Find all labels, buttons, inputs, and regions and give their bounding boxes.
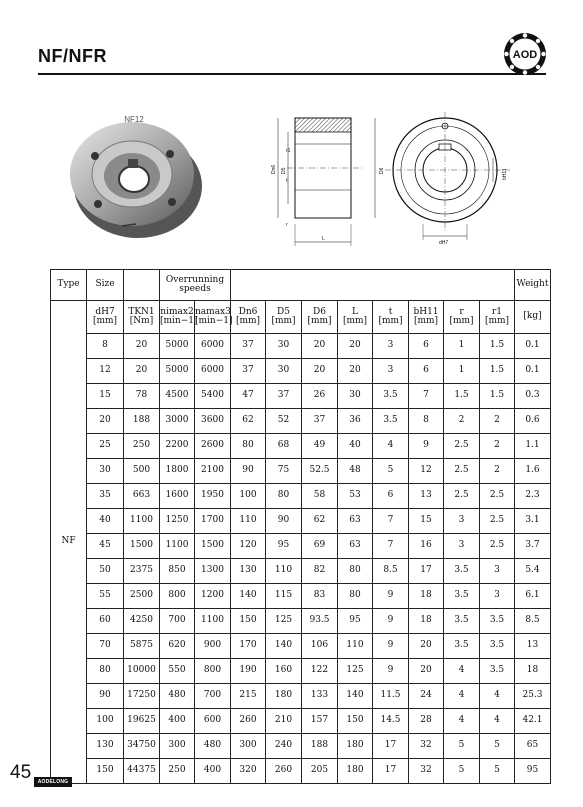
- table-cell: 60: [87, 609, 124, 634]
- table-cell: 45: [87, 534, 124, 559]
- table-cell: 125: [266, 609, 302, 634]
- table-cell: 10000: [124, 659, 160, 684]
- table-cell: 900: [195, 634, 231, 659]
- table-cell: 1.6: [515, 459, 551, 484]
- column-header: [kg]: [515, 301, 551, 334]
- table-cell: 4: [444, 659, 480, 684]
- table-cell: 140: [338, 684, 373, 709]
- table-cell: 2: [480, 459, 515, 484]
- header-size: Size: [87, 270, 124, 301]
- table-cell: 110: [266, 559, 302, 584]
- table-cell: 9: [409, 434, 444, 459]
- table-row: [51, 559, 551, 584]
- table-cell: 3: [444, 509, 480, 534]
- table-cell: 6000: [195, 359, 231, 384]
- table-cell: 180: [338, 759, 373, 784]
- table-cell: 13: [409, 484, 444, 509]
- table-cell: 20: [302, 359, 338, 384]
- label-r1: r1: [286, 148, 291, 154]
- table-cell: 62: [231, 409, 266, 434]
- table-cell: 4: [373, 434, 409, 459]
- table-cell: 58: [302, 484, 338, 509]
- table-cell: 5: [480, 734, 515, 759]
- spec-table: [50, 269, 551, 784]
- table-cell: 5: [444, 759, 480, 784]
- table-cell: 80: [266, 484, 302, 509]
- table-cell: 20: [409, 634, 444, 659]
- table-cell: 663: [124, 484, 160, 509]
- table-cell: 205: [302, 759, 338, 784]
- table-cell: 100: [231, 484, 266, 509]
- table-cell: 3.5: [444, 559, 480, 584]
- table-cell: 700: [195, 684, 231, 709]
- column-header: D6 [mm]: [302, 301, 338, 334]
- table-cell: 8: [87, 334, 124, 359]
- table-cell: 130: [87, 734, 124, 759]
- table-cell: 160: [266, 659, 302, 684]
- label-bh11: bH11: [502, 168, 508, 180]
- table-cell: 20: [338, 359, 373, 384]
- table-cell: 17250: [124, 684, 160, 709]
- table-row: [51, 409, 551, 434]
- table-cell: 18: [409, 584, 444, 609]
- table-cell: 1500: [124, 534, 160, 559]
- table-cell: 800: [195, 659, 231, 684]
- table-cell: 78: [124, 384, 160, 409]
- table-cell: 32: [409, 759, 444, 784]
- table-cell: 82: [302, 559, 338, 584]
- table-cell: 140: [266, 634, 302, 659]
- logo-text: AOD: [512, 49, 538, 61]
- table-cell: 300: [160, 734, 195, 759]
- table-cell: 2100: [195, 459, 231, 484]
- table-cell: 80: [338, 559, 373, 584]
- table-cell: 250: [160, 759, 195, 784]
- table-cell: 180: [266, 684, 302, 709]
- table-cell: 95: [266, 534, 302, 559]
- product-photo: [60, 104, 210, 244]
- table-cell: 40: [87, 509, 124, 534]
- table-cell: 37: [231, 359, 266, 384]
- table-cell: 400: [195, 759, 231, 784]
- label-dh7: dH7: [439, 240, 449, 246]
- table-row: [51, 534, 551, 559]
- table-cell: 35: [87, 484, 124, 509]
- table-cell: 3.5: [373, 384, 409, 409]
- table-cell: 6.1: [515, 584, 551, 609]
- table-cell: 3: [480, 584, 515, 609]
- table-cell: 20: [302, 334, 338, 359]
- table-row: [51, 459, 551, 484]
- table-cell: 47: [231, 384, 266, 409]
- column-header: r [mm]: [444, 301, 480, 334]
- table-cell: 2.3: [515, 484, 551, 509]
- table-cell: 8.5: [515, 609, 551, 634]
- table-cell: 6: [409, 334, 444, 359]
- table-cell: 34750: [124, 734, 160, 759]
- table-cell: 16: [409, 534, 444, 559]
- table-cell: 1100: [124, 509, 160, 534]
- table-cell: 2.5: [480, 484, 515, 509]
- table-cell: 62: [302, 509, 338, 534]
- table-cell: 2: [444, 409, 480, 434]
- table-cell: 18: [409, 609, 444, 634]
- table-cell: 1700: [195, 509, 231, 534]
- table-cell: 120: [231, 534, 266, 559]
- table-cell: 63: [338, 509, 373, 534]
- table-cell: 110: [338, 634, 373, 659]
- table-cell: 150: [231, 609, 266, 634]
- table-row: [51, 359, 551, 384]
- table-cell: 2500: [124, 584, 160, 609]
- table-cell: 700: [160, 609, 195, 634]
- table-cell: 2.5: [480, 509, 515, 534]
- table-cell: 0.6: [515, 409, 551, 434]
- table-cell: 30: [266, 334, 302, 359]
- table-cell: 150: [338, 709, 373, 734]
- table-cell: 63: [338, 534, 373, 559]
- table-cell: 150: [87, 759, 124, 784]
- table-cell: 7: [373, 534, 409, 559]
- table-cell: 12: [409, 459, 444, 484]
- table-cell: 5: [444, 734, 480, 759]
- table-cell: 50: [87, 559, 124, 584]
- table-cell: 17: [409, 559, 444, 584]
- table-cell: 2375: [124, 559, 160, 584]
- table-cell: 140: [231, 584, 266, 609]
- table-row: [51, 609, 551, 634]
- table-cell: 0.1: [515, 359, 551, 384]
- column-header: Dn6 [mm]: [231, 301, 266, 334]
- table-cell: 24: [409, 684, 444, 709]
- column-header: bH11 [mm]: [409, 301, 444, 334]
- table-cell: 52: [266, 409, 302, 434]
- column-header: nimax2 [min−1]: [160, 301, 195, 334]
- table-cell: 0.1: [515, 334, 551, 359]
- table-cell: 52.5: [302, 459, 338, 484]
- table-cell: 550: [160, 659, 195, 684]
- column-header: TKN1 [Nm]: [124, 301, 160, 334]
- table-cell: 3: [480, 559, 515, 584]
- table-cell: 90: [266, 509, 302, 534]
- table-cell: 1950: [195, 484, 231, 509]
- table-cell: 1200: [195, 584, 231, 609]
- table-cell: 5.4: [515, 559, 551, 584]
- column-header: t [mm]: [373, 301, 409, 334]
- column-header: dH7 [mm]: [87, 301, 124, 334]
- table-cell: 83: [302, 584, 338, 609]
- table-cell: 95: [338, 609, 373, 634]
- table-row: [51, 384, 551, 409]
- column-header: L [mm]: [338, 301, 373, 334]
- cross-section-drawing: [242, 104, 387, 254]
- table-cell: 400: [160, 709, 195, 734]
- table-row: [51, 334, 551, 359]
- table-cell: 17: [373, 734, 409, 759]
- table-cell: 68: [266, 434, 302, 459]
- table-cell: 5: [480, 759, 515, 784]
- table-cell: 30: [338, 384, 373, 409]
- table-cell: 93.5: [302, 609, 338, 634]
- photo-engraving: NF12: [124, 115, 144, 124]
- table-cell: 620: [160, 634, 195, 659]
- table-cell: 53: [338, 484, 373, 509]
- table-cell: 3: [373, 334, 409, 359]
- table-cell: 106: [302, 634, 338, 659]
- table-cell: 20: [124, 359, 160, 384]
- table-cell: 800: [160, 584, 195, 609]
- table-cell: 1600: [160, 484, 195, 509]
- table-cell: 1: [444, 359, 480, 384]
- table-cell: 90: [231, 459, 266, 484]
- table-cell: 1.5: [480, 334, 515, 359]
- table-cell: 30: [266, 359, 302, 384]
- table-cell: 4: [444, 709, 480, 734]
- table-cell: 3000: [160, 409, 195, 434]
- table-cell: 25: [87, 434, 124, 459]
- table-cell: 2.5: [444, 484, 480, 509]
- table-row: [51, 659, 551, 684]
- header-empty-2: [231, 270, 515, 301]
- table-cell: 37: [266, 384, 302, 409]
- table-cell: 1.5: [480, 359, 515, 384]
- table-cell: 9: [373, 634, 409, 659]
- table-cell: 300: [231, 734, 266, 759]
- label-l: L: [322, 236, 325, 242]
- table-cell: 260: [266, 759, 302, 784]
- label-dn6: Dn6: [271, 164, 277, 174]
- table-cell: 2.5: [480, 534, 515, 559]
- table-cell: 133: [302, 684, 338, 709]
- table-cell: 42.1: [515, 709, 551, 734]
- page-number: 45: [10, 762, 32, 783]
- table-cell: 3.7: [515, 534, 551, 559]
- table-cell: 30: [87, 459, 124, 484]
- header-rule: [38, 73, 546, 75]
- table-cell: 2.5: [444, 434, 480, 459]
- table-cell: 6: [373, 484, 409, 509]
- table-cell: 3.5: [373, 409, 409, 434]
- table-cell: 3.5: [480, 659, 515, 684]
- table-cell: 18: [515, 659, 551, 684]
- table-cell: 600: [195, 709, 231, 734]
- table-cell: 190: [231, 659, 266, 684]
- table-cell: 26: [302, 384, 338, 409]
- table-cell: 1100: [195, 609, 231, 634]
- table-cell: 500: [124, 459, 160, 484]
- table-cell: 8.5: [373, 559, 409, 584]
- table-cell: 188: [302, 734, 338, 759]
- page-title: NF/NFR: [38, 46, 107, 66]
- label-r: r: [286, 222, 288, 228]
- table-cell: 6000: [195, 334, 231, 359]
- table-cell: 55: [87, 584, 124, 609]
- table-cell: 37: [231, 334, 266, 359]
- table-cell: 15: [409, 509, 444, 534]
- table-cell: 110: [231, 509, 266, 534]
- table-cell: 3: [373, 359, 409, 384]
- table-cell: 17: [373, 759, 409, 784]
- table-cell: 1800: [160, 459, 195, 484]
- table-cell: 7: [409, 384, 444, 409]
- table-cell: 3.5: [480, 634, 515, 659]
- column-header: D5 [mm]: [266, 301, 302, 334]
- table-cell: 28: [409, 709, 444, 734]
- table-cell: 1.5: [444, 384, 480, 409]
- table-cell: 9: [373, 609, 409, 634]
- table-row: [51, 734, 551, 759]
- table-cell: 1.1: [515, 434, 551, 459]
- table-cell: 4: [444, 684, 480, 709]
- table-cell: 3.5: [480, 609, 515, 634]
- table-row: [51, 759, 551, 784]
- table-cell: 15: [87, 384, 124, 409]
- table-cell: 9: [373, 584, 409, 609]
- table-cell: 215: [231, 684, 266, 709]
- table-cell: 2200: [160, 434, 195, 459]
- table-row: [51, 434, 551, 459]
- table-cell: 65: [515, 734, 551, 759]
- table-cell: 80: [231, 434, 266, 459]
- table-cell: 20: [87, 409, 124, 434]
- table-cell: 180: [338, 734, 373, 759]
- table-cell: 260: [231, 709, 266, 734]
- header-empty-1: [124, 270, 160, 301]
- table-row: [51, 634, 551, 659]
- type-cell: NF: [51, 301, 87, 784]
- table-cell: 70: [87, 634, 124, 659]
- table-cell: 12: [87, 359, 124, 384]
- table-cell: 480: [160, 684, 195, 709]
- table-cell: 130: [231, 559, 266, 584]
- table-cell: 3: [444, 534, 480, 559]
- table-row: [51, 684, 551, 709]
- table-cell: 240: [266, 734, 302, 759]
- table-cell: 8: [409, 409, 444, 434]
- label-t: t: [286, 178, 288, 184]
- table-cell: 1500: [195, 534, 231, 559]
- table-cell: 20: [338, 334, 373, 359]
- table-cell: 3.5: [444, 584, 480, 609]
- table-cell: 3600: [195, 409, 231, 434]
- table-cell: 3.1: [515, 509, 551, 534]
- header-speeds: Overrunning speeds: [160, 270, 231, 301]
- table-cell: 95: [515, 759, 551, 784]
- table-cell: 4: [480, 684, 515, 709]
- table-cell: 1300: [195, 559, 231, 584]
- table-cell: 850: [160, 559, 195, 584]
- table-cell: 32: [409, 734, 444, 759]
- table-cell: 40: [338, 434, 373, 459]
- table-cell: 44375: [124, 759, 160, 784]
- table-cell: 5000: [160, 359, 195, 384]
- table-cell: 49: [302, 434, 338, 459]
- table-cell: 3.5: [444, 609, 480, 634]
- front-view-drawing: [385, 112, 520, 252]
- column-header: r1 [mm]: [480, 301, 515, 334]
- table-cell: 4250: [124, 609, 160, 634]
- label-d5: D5: [281, 167, 287, 174]
- table-cell: 20: [409, 659, 444, 684]
- table-cell: 250: [124, 434, 160, 459]
- table-cell: 115: [266, 584, 302, 609]
- header-type: Type: [51, 270, 87, 301]
- table-cell: 25.3: [515, 684, 551, 709]
- table-cell: 7: [373, 509, 409, 534]
- table-cell: 2: [480, 434, 515, 459]
- table-cell: 122: [302, 659, 338, 684]
- table-cell: 13: [515, 634, 551, 659]
- table-cell: 5000: [160, 334, 195, 359]
- table-cell: 320: [231, 759, 266, 784]
- table-cell: 5400: [195, 384, 231, 409]
- table-cell: 480: [195, 734, 231, 759]
- table-cell: 170: [231, 634, 266, 659]
- table-cell: 11.5: [373, 684, 409, 709]
- table-cell: 5: [373, 459, 409, 484]
- table-cell: 69: [302, 534, 338, 559]
- table-cell: 4500: [160, 384, 195, 409]
- table-cell: 90: [87, 684, 124, 709]
- table-cell: 75: [266, 459, 302, 484]
- table-cell: 3.5: [444, 634, 480, 659]
- table-cell: 9: [373, 659, 409, 684]
- table-row: [51, 584, 551, 609]
- table-row: [51, 709, 551, 734]
- table-cell: 4: [480, 709, 515, 734]
- table-cell: 157: [302, 709, 338, 734]
- table-cell: 125: [338, 659, 373, 684]
- table-cell: 210: [266, 709, 302, 734]
- aod-logo: [501, 30, 549, 78]
- table-cell: 20: [124, 334, 160, 359]
- table-cell: 0.3: [515, 384, 551, 409]
- table-cell: 5875: [124, 634, 160, 659]
- table-cell: 1250: [160, 509, 195, 534]
- table-cell: 6: [409, 359, 444, 384]
- table-cell: 100: [87, 709, 124, 734]
- table-cell: 1: [444, 334, 480, 359]
- table-cell: 2: [480, 409, 515, 434]
- table-cell: 188: [124, 409, 160, 434]
- column-header: namax3 [min−1]: [195, 301, 231, 334]
- header-weight: Weight: [515, 270, 551, 301]
- brand-bar: AODELONG: [34, 777, 72, 787]
- table-row: [51, 509, 551, 534]
- table-cell: 1.5: [480, 384, 515, 409]
- table-cell: 1100: [160, 534, 195, 559]
- table-cell: 36: [338, 409, 373, 434]
- table-row: [51, 484, 551, 509]
- table-cell: 48: [338, 459, 373, 484]
- table-cell: 19625: [124, 709, 160, 734]
- label-d6: D6: [379, 167, 385, 174]
- table-cell: 14.5: [373, 709, 409, 734]
- table-cell: 80: [87, 659, 124, 684]
- table-cell: 2600: [195, 434, 231, 459]
- table-cell: 37: [302, 409, 338, 434]
- table-cell: 2.5: [444, 459, 480, 484]
- table-cell: 80: [338, 584, 373, 609]
